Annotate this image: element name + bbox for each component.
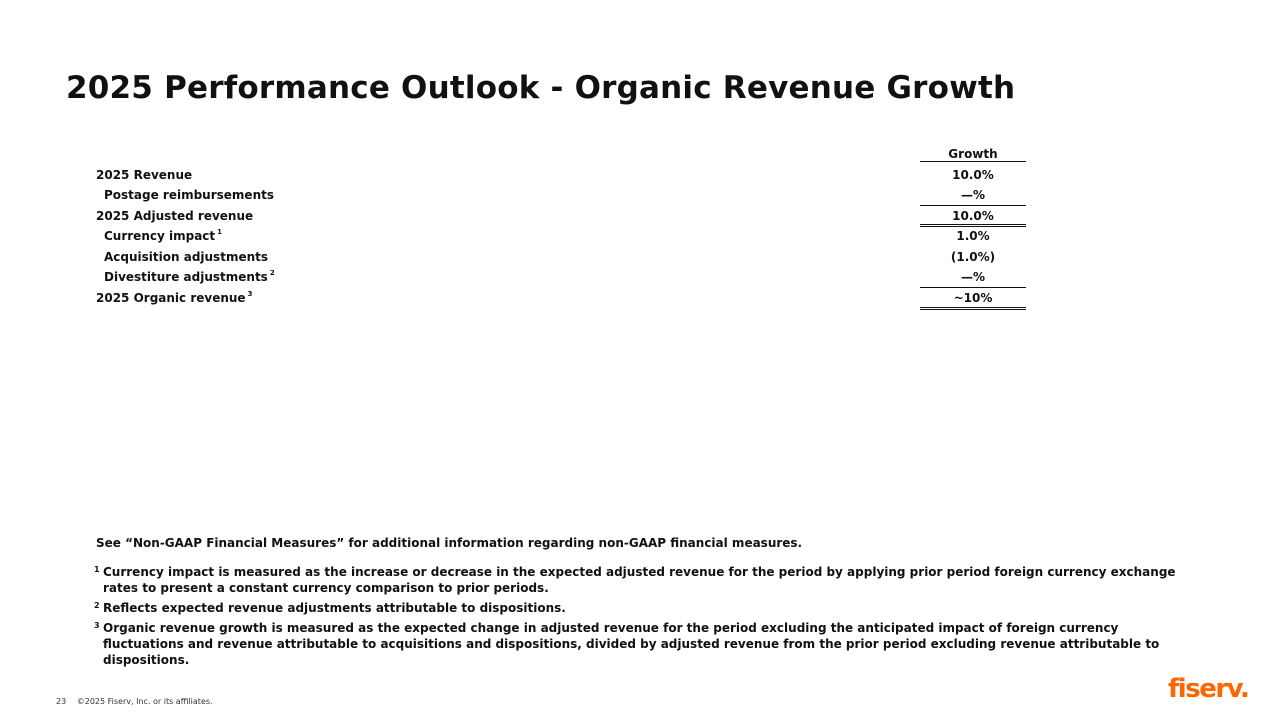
footnote [96, 600, 1176, 616]
footnote-ref: 3 [247, 289, 253, 298]
table-row [96, 186, 1028, 207]
row-value: —% [960, 270, 986, 284]
row-label: 2025 Adjusted revenue [96, 208, 254, 223]
page-title: 2025 Performance Outlook - Organic Revenue Growth [66, 70, 1016, 106]
notes-section [96, 536, 1176, 672]
row-value: (1.0%) [950, 249, 996, 264]
footnote-text: Currency impact is measured as the increase or decrease in the expected adjusted revenue for the period by applying prior period foreign currency exchange rates to present a constant currency comparison to prior periods. [103, 565, 1176, 595]
footnote-text: Reflects expected revenue adjustments attributable to dispositions. [103, 601, 566, 615]
row-value: ~10% [953, 290, 993, 305]
header-underline [920, 161, 1026, 162]
row-value: 10.0% [952, 208, 994, 223]
footnote [96, 620, 1176, 668]
footnote-number: 2 [94, 601, 100, 610]
table-row [96, 289, 1028, 310]
double-rule-top [920, 224, 1026, 225]
table-row [96, 227, 1028, 248]
row-value: 1.0% [956, 229, 990, 243]
fiserv-logo: fiserv. [1168, 674, 1249, 704]
slide-footer [56, 697, 213, 706]
row-label: 2025 Revenue [96, 167, 193, 182]
page-number: 23 [56, 697, 67, 706]
footnote [96, 564, 1176, 596]
table-row [96, 248, 1028, 269]
row-label: Currency impact $^1$ [104, 228, 223, 243]
row-label: Divestiture adjustments $^2$ [104, 269, 275, 284]
table-row [96, 268, 1028, 289]
row-label: 2025 Organic revenue $^3$ [96, 289, 253, 305]
row-value: —% [960, 188, 986, 202]
growth-table [96, 145, 1028, 309]
non-gaap-note: See “Non-GAAP Financial Measures” for additional information regarding non-GAAP financial measures. [96, 536, 803, 550]
footnote-number: 3 [94, 621, 100, 630]
row-label: Acquisition adjustments [104, 249, 269, 264]
row-label: Postage reimbursements [104, 188, 274, 202]
row-value: 10.0% [952, 167, 994, 182]
footnote-number: 1 [94, 565, 100, 574]
table-row [96, 166, 1028, 187]
table-row [96, 207, 1028, 228]
column-header-growth: Growth [948, 147, 998, 161]
footnote-ref: 1 [217, 228, 223, 236]
table-header-row [96, 145, 1028, 166]
footnote-text: Organic revenue growth is measured as the expected change in adjusted revenue for the period excluding the anticipated impact of foreign currency fluctuations and revenue attributable to acquisitions and dispositions, divided by adjusted revenue from the prior period excluding revenue attributable to dispositions. [103, 621, 1160, 667]
double-rule-bottom [920, 309, 1026, 310]
footnote-ref: 2 [269, 269, 275, 277]
copyright: ©2025 Fiserv, Inc. or its affiliates. [76, 697, 213, 706]
double-rule-top [920, 307, 1026, 308]
